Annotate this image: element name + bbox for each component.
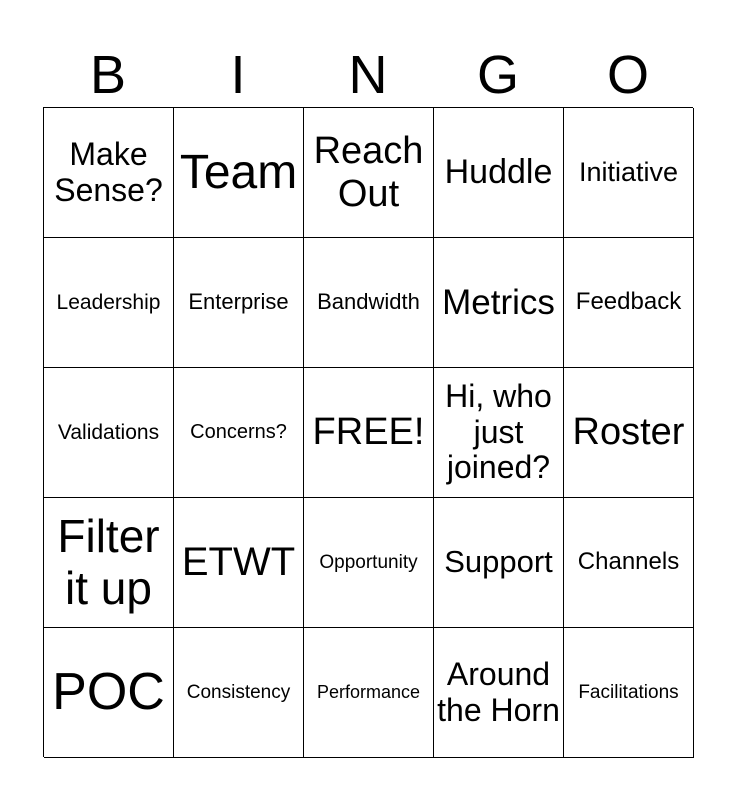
cell-text: Concerns? <box>190 421 287 444</box>
bingo-cell[interactable] <box>434 368 564 498</box>
cell-text: Huddle <box>444 153 553 192</box>
bingo-cell[interactable] <box>304 108 434 238</box>
cell-text: Leadership <box>56 290 161 314</box>
bingo-cell[interactable] <box>434 238 564 368</box>
cell-text: POC <box>52 663 165 722</box>
bingo-cell[interactable] <box>304 498 434 628</box>
cell-text: Initiative <box>578 157 679 188</box>
bingo-cell[interactable] <box>434 498 564 628</box>
bingo-cell[interactable] <box>174 498 304 628</box>
cell-text: Metrics <box>442 282 555 322</box>
bingo-cell[interactable] <box>174 368 304 498</box>
bingo-cell[interactable] <box>304 368 434 498</box>
cell-text: Reach Out <box>313 129 424 215</box>
header-letter-b: B <box>89 45 127 105</box>
bingo-cell[interactable] <box>434 108 564 238</box>
bingo-board <box>43 107 693 757</box>
cell-text: Filter it up <box>57 509 160 614</box>
header-letter-i: I <box>230 45 246 105</box>
cell-text: Support <box>444 544 553 580</box>
cell-text: Around the Horn <box>437 655 560 728</box>
bingo-cell[interactable] <box>44 238 174 368</box>
bingo-cell[interactable] <box>564 368 694 498</box>
cell-text: Roster <box>572 411 685 454</box>
cell-text: Performance <box>316 682 421 703</box>
bingo-cell[interactable] <box>44 108 174 238</box>
bingo-cell[interactable] <box>44 498 174 628</box>
bingo-cell[interactable] <box>434 628 564 758</box>
bingo-cell[interactable] <box>564 628 694 758</box>
cell-text: Feedback <box>575 288 682 316</box>
cell-text: Enterprise <box>188 289 289 315</box>
bingo-cell[interactable] <box>174 628 304 758</box>
bingo-cell[interactable] <box>44 368 174 498</box>
bingo-cell[interactable] <box>174 108 304 238</box>
bingo-cell[interactable] <box>564 108 694 238</box>
cell-text: Channels <box>577 548 680 576</box>
header-letter-o: O <box>606 45 649 105</box>
cell-text: Hi, who just joined? <box>445 377 552 486</box>
cell-text: Facilitations <box>578 681 679 703</box>
bingo-cell[interactable] <box>564 238 694 368</box>
bingo-cell[interactable] <box>304 628 434 758</box>
header-letter-g: G <box>476 45 519 105</box>
cell-text: Bandwidth <box>317 289 420 315</box>
bingo-header <box>43 40 693 108</box>
cell-text: Team <box>179 145 298 199</box>
cell-text: ETWT <box>181 540 296 585</box>
cell-text: Opportunity <box>319 551 418 573</box>
bingo-cell[interactable] <box>304 238 434 368</box>
cell-text: FREE! <box>312 411 425 454</box>
cell-text: Validations <box>57 420 160 444</box>
bingo-cell[interactable] <box>564 498 694 628</box>
bingo-cell[interactable] <box>44 628 174 758</box>
cell-text: Consistency <box>186 681 291 703</box>
bingo-cell[interactable] <box>174 238 304 368</box>
header-letter-n: N <box>348 45 388 105</box>
cell-text: Make Sense? <box>54 135 163 208</box>
